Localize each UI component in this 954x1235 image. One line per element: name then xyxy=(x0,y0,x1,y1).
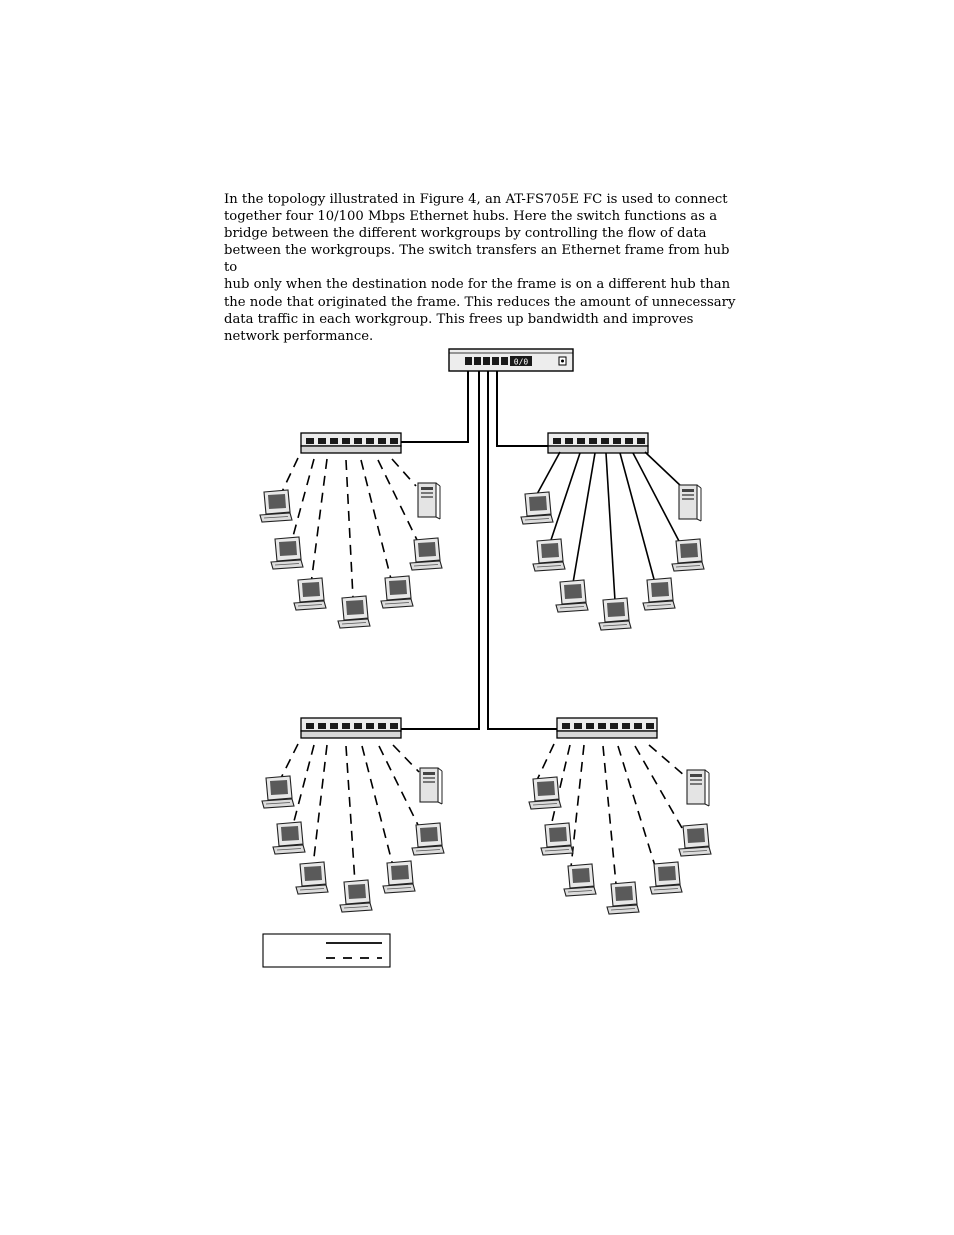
pc-icon xyxy=(533,539,565,571)
pc-icon xyxy=(679,824,711,856)
pc-icon xyxy=(273,822,305,854)
pc-icon xyxy=(643,578,675,610)
pc-icon xyxy=(294,578,326,610)
pc-icon xyxy=(296,862,328,894)
pc-icon xyxy=(607,882,639,914)
pc-icon xyxy=(412,823,444,855)
pc-icon xyxy=(599,598,631,630)
server-icon xyxy=(679,485,701,521)
server-icon xyxy=(687,770,709,806)
hub-bottom-right xyxy=(557,718,657,738)
pc-icon xyxy=(260,490,292,522)
pc-icon xyxy=(672,539,704,571)
pc-icon xyxy=(383,861,415,893)
pc-icon xyxy=(271,537,303,569)
hub-bottom-left xyxy=(301,718,401,738)
switch-display-label: 0/0 xyxy=(513,357,529,367)
pc-icon xyxy=(410,538,442,570)
body-paragraph: In the topology illustrated in Figure 4, an AT-FS705E FC is used to connect together four 10/100 Mbps Ethernet hubs. Here the switch functions as a bridge between the different workgroups by controlling the flow of data between the workgroups. The switch transfers an Ethernet frame from hub to hub only when the destination node for the frame is on a different hub than the node that originated the frame. This reduces the amount of unnecessary data traffic in each workgroup. This frees up bandwidth and improves network performance. xyxy=(224,192,736,344)
server-icon xyxy=(418,483,440,519)
pc-icon xyxy=(650,862,682,894)
pc-icon xyxy=(338,596,370,628)
pc-icon xyxy=(564,864,596,896)
legend-box xyxy=(263,934,390,967)
pc-icon xyxy=(556,580,588,612)
pc-icon xyxy=(541,823,573,855)
server-icon xyxy=(420,768,442,804)
pc-icon xyxy=(521,492,553,524)
hub-top-right xyxy=(548,433,648,453)
pc-icon xyxy=(529,777,561,809)
pc-icon xyxy=(262,776,294,808)
switch-device xyxy=(449,349,573,371)
pc-icon xyxy=(340,880,372,912)
pc-icon xyxy=(381,576,413,608)
hub-top-left xyxy=(301,433,401,453)
